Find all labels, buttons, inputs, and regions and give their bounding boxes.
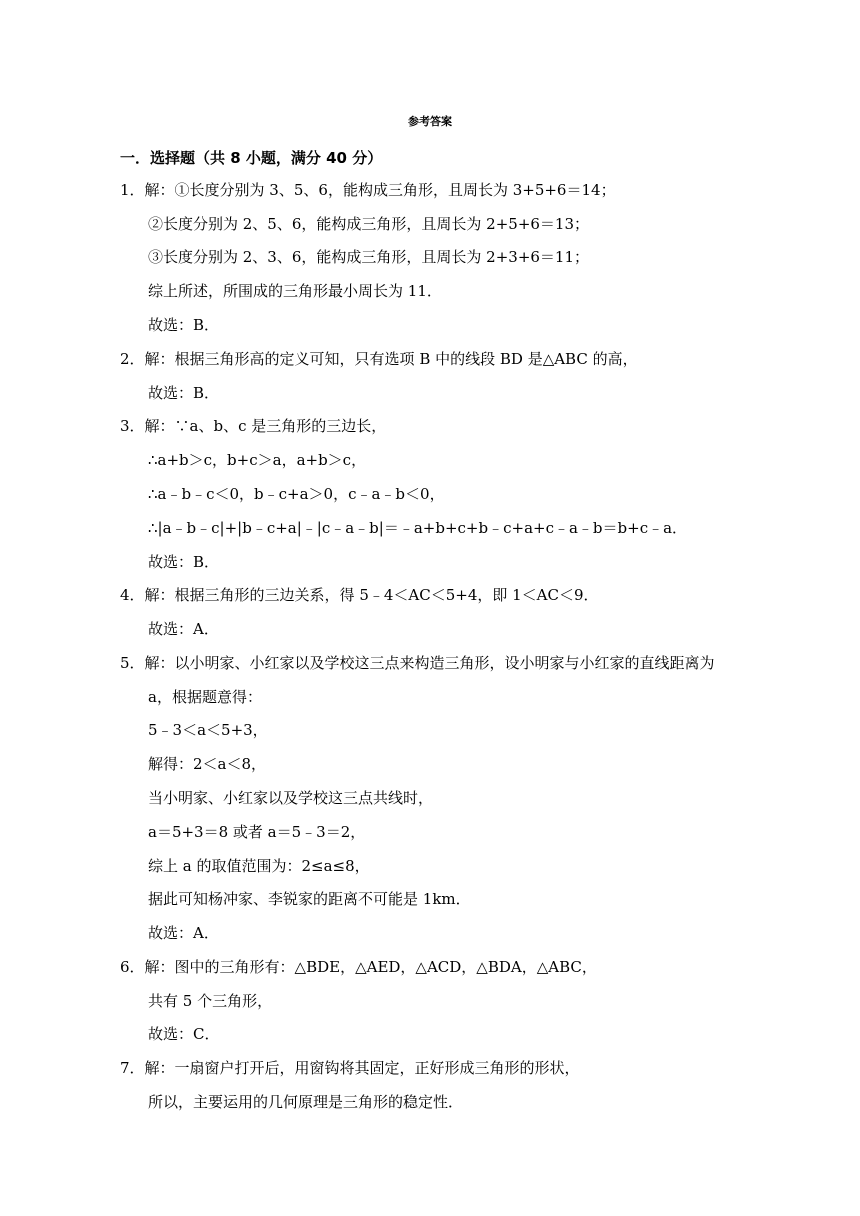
answer-line: 所以，主要运用的几何原理是三角形的稳定性． bbox=[148, 1093, 464, 1111]
answer-line: 当小明家、小红家以及学校这三点共线时， bbox=[148, 789, 434, 807]
answer-line: 故选：C． bbox=[148, 1025, 220, 1043]
answer-line: a，根据题意得： bbox=[148, 688, 262, 706]
answer-line: 解得：2＜a＜8， bbox=[148, 755, 267, 773]
section-heading: 一．选择题（共 8 小题，满分 40 分） bbox=[120, 149, 383, 167]
answer-line: ③长度分别为 2、3、6，能构成三角形，且周长为 2+3+6＝11； bbox=[148, 248, 590, 266]
answer-line: 故选：B． bbox=[148, 316, 220, 334]
answer-line: 故选：A． bbox=[148, 924, 219, 942]
answer-line: 综上所述，所围成的三角形最小周长为 11． bbox=[148, 282, 442, 300]
answer-line: ∴a+b＞c，b+c＞a，a+b＞c， bbox=[148, 451, 367, 469]
answer-line: a＝5+3＝8 或者 a＝5﹣3＝2， bbox=[148, 823, 366, 841]
answer-line: ②长度分别为 2、5、6，能构成三角形，且周长为 2+5+6＝13； bbox=[148, 215, 590, 233]
answer-line: 5﹣3＜a＜5+3， bbox=[148, 721, 268, 739]
page-title: 参考答案 bbox=[408, 115, 452, 128]
answer-line: 2．解：根据三角形高的定义可知，只有选项 B 中的线段 BD 是△ABC 的高， bbox=[120, 350, 638, 368]
answer-line: 故选：B． bbox=[148, 384, 220, 402]
answer-line: 3．解：∵a、b、c 是三角形的三边长， bbox=[120, 417, 387, 435]
answer-line: 1．解：①长度分别为 3、5、6，能构成三角形，且周长为 3+5+6＝14； bbox=[120, 181, 616, 199]
answer-line: 故选：A． bbox=[148, 620, 219, 638]
answer-line: 4．解：根据三角形的三边关系，得 5﹣4＜AC＜5+4，即 1＜AC＜9． bbox=[120, 586, 599, 604]
answer-line: 故选：B． bbox=[148, 553, 220, 571]
answer-line: 5．解：以小明家、小红家以及学校这三点来构造三角形，设小明家与小红家的直线距离为 bbox=[120, 654, 715, 672]
answer-line: 6．解：图中的三角形有：△BDE，△AED，△ACD，△BDA，△ABC， bbox=[120, 958, 597, 976]
answer-line: 据此可知杨冲家、李锐家的距离不可能是 1km． bbox=[148, 890, 471, 908]
answer-line: 综上 a 的取值范围为：2≤a≤8， bbox=[148, 857, 370, 875]
answer-line: ∴a﹣b﹣c＜0，b﹣c+a＞0，c﹣a﹣b＜0， bbox=[148, 485, 445, 503]
answer-line: 共有 5 个三角形， bbox=[148, 992, 273, 1010]
answer-line: 7．解：一扇窗户打开后，用窗钩将其固定，正好形成三角形的形状， bbox=[120, 1059, 580, 1077]
answer-line: ∴|a﹣b﹣c|+|b﹣c+a|﹣|c﹣a﹣b|＝﹣a+b+c+b﹣c+a+c﹣a﹣b＝b+c﹣a． bbox=[148, 519, 688, 537]
